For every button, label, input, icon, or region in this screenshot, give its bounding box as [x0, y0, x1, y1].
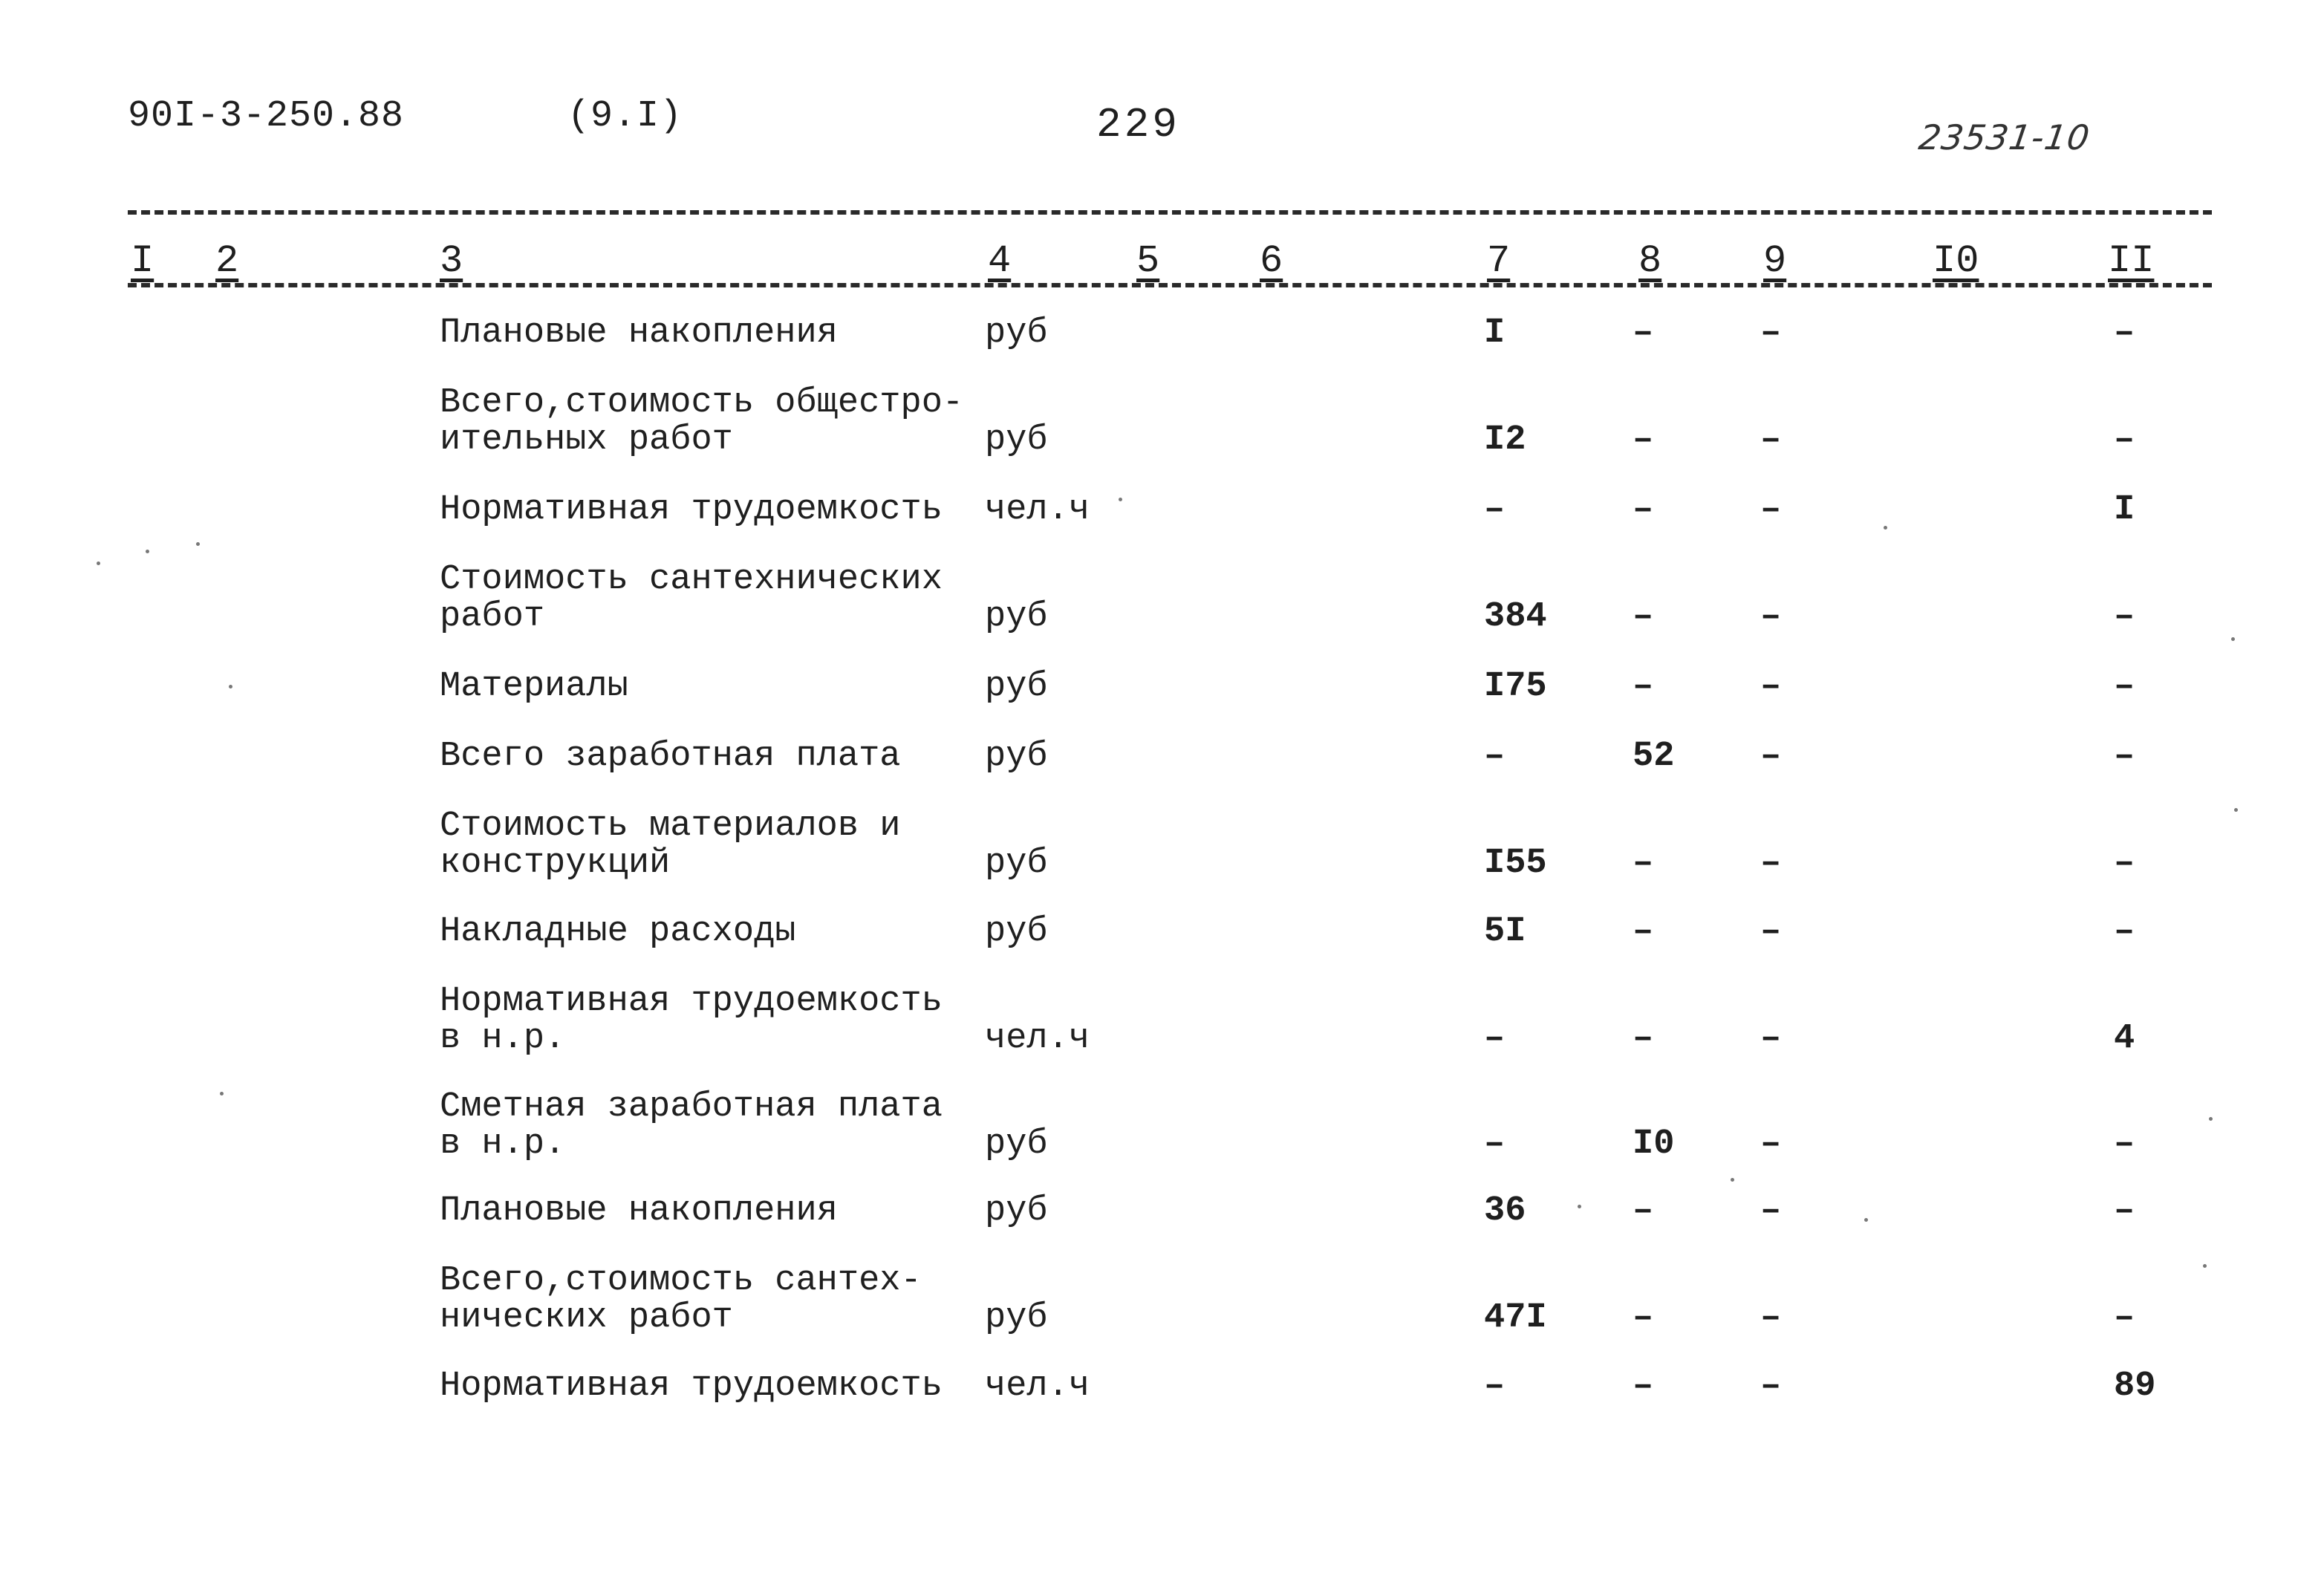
scan-speck — [2209, 1117, 2213, 1121]
column-number: 5 — [1136, 239, 1160, 283]
scan-speck — [220, 1092, 224, 1095]
cell-col8: – — [1633, 490, 1654, 530]
document-code: 90I-3-250.88 — [128, 95, 405, 137]
row-name: Нормативная трудоемкость в н.р. — [440, 982, 943, 1058]
cell-col7: I75 — [1484, 667, 1547, 706]
cell-col8: – — [1633, 1191, 1654, 1231]
row-name: Всего,стоимость общестро- ительных работ — [440, 383, 964, 460]
cell-col11: – — [2114, 667, 2135, 706]
cell-col8: – — [1633, 1298, 1654, 1338]
cell-col7: – — [1484, 1019, 1506, 1058]
row-name: Нормативная трудоемкость — [440, 1367, 943, 1406]
cell-col9: – — [1760, 737, 1782, 776]
cell-col7: – — [1484, 737, 1506, 776]
cell-col7: – — [1484, 490, 1506, 530]
cell-col11: 89 — [2114, 1367, 2156, 1406]
cell-col9: – — [1760, 912, 1782, 951]
scan-speck — [229, 685, 232, 688]
row-unit: руб — [985, 1191, 1048, 1231]
row-name: Плановые накопления — [440, 1191, 838, 1231]
handwritten-stamp: 23531-10 — [1916, 117, 2093, 157]
scan-speck — [146, 550, 149, 553]
scan-speck — [1884, 526, 1887, 530]
column-number: 4 — [988, 239, 1012, 283]
cell-col9: – — [1760, 667, 1782, 706]
cell-col9: – — [1760, 1367, 1782, 1406]
cell-col11: – — [2114, 1191, 2135, 1231]
page-number: 229 — [1096, 101, 1180, 149]
cell-col11: – — [2114, 420, 2135, 460]
cell-col9: – — [1760, 490, 1782, 530]
cell-col8: – — [1633, 1367, 1654, 1406]
cell-col9: – — [1760, 313, 1782, 353]
cell-col11: – — [2114, 844, 2135, 883]
table-header-rule — [128, 283, 2212, 287]
cell-col8: – — [1633, 420, 1654, 460]
scan-speck — [1864, 1218, 1868, 1222]
row-unit: руб — [985, 597, 1048, 637]
row-name: Материалы — [440, 667, 628, 706]
cell-col8: – — [1633, 667, 1654, 706]
column-number: I — [131, 239, 154, 283]
row-unit: руб — [985, 1298, 1048, 1338]
cell-col9: – — [1760, 1019, 1782, 1058]
row-unit: руб — [985, 737, 1048, 776]
cell-col11: 4 — [2114, 1019, 2135, 1058]
cell-col11: I — [2114, 490, 2135, 530]
cell-col7: I2 — [1484, 420, 1526, 460]
table-top-rule — [128, 210, 2212, 215]
cell-col9: – — [1760, 420, 1782, 460]
column-number: 6 — [1260, 239, 1283, 283]
scan-speck — [2231, 637, 2235, 641]
cell-col8: – — [1633, 313, 1654, 353]
column-number: 9 — [1763, 239, 1787, 283]
row-name: Накладные расходы — [440, 912, 796, 951]
cell-col7: I — [1484, 313, 1506, 353]
cell-col11: – — [2114, 737, 2135, 776]
scan-speck — [97, 561, 100, 565]
row-unit: чел.ч — [985, 490, 1090, 530]
scan-speck — [2203, 1264, 2207, 1268]
row-unit: руб — [985, 313, 1048, 353]
cell-col8: – — [1633, 844, 1654, 883]
cell-col7: – — [1484, 1124, 1506, 1164]
row-name: Всего,стоимость сантех- нических работ — [440, 1261, 922, 1338]
cell-col7: 36 — [1484, 1191, 1526, 1231]
cell-col7: – — [1484, 1367, 1506, 1406]
column-number: II — [2108, 239, 2155, 283]
cell-col11: – — [2114, 1298, 2135, 1338]
cell-col8: 52 — [1633, 737, 1675, 776]
row-name: Плановые накопления — [440, 313, 838, 353]
cell-col9: – — [1760, 1124, 1782, 1164]
cell-col7: 47I — [1484, 1298, 1547, 1338]
scan-speck — [1731, 1178, 1734, 1182]
scan-speck — [2234, 808, 2238, 812]
column-number: 7 — [1487, 239, 1511, 283]
cell-col7: 384 — [1484, 597, 1547, 637]
row-unit: руб — [985, 912, 1048, 951]
cell-col7: I55 — [1484, 844, 1547, 883]
column-number: 2 — [215, 239, 239, 283]
cell-col8: – — [1633, 1019, 1654, 1058]
row-unit: чел.ч — [985, 1019, 1090, 1058]
row-name: Стоимость сантехнических работ — [440, 560, 943, 637]
row-name: Стоимость материалов и конструкций — [440, 807, 901, 883]
row-unit: руб — [985, 667, 1048, 706]
row-unit: руб — [985, 1124, 1048, 1164]
section-number: (9.I) — [567, 95, 683, 137]
column-number: I0 — [1933, 239, 1979, 283]
cell-col9: – — [1760, 1298, 1782, 1338]
cell-col11: – — [2114, 912, 2135, 951]
row-unit: чел.ч — [985, 1367, 1090, 1406]
row-name: Нормативная трудоемкость — [440, 490, 943, 530]
cell-col9: – — [1760, 1191, 1782, 1231]
scan-speck — [196, 542, 200, 546]
column-number: 3 — [440, 239, 463, 283]
cell-col9: – — [1760, 844, 1782, 883]
row-unit: руб — [985, 844, 1048, 883]
cell-col11: – — [2114, 1124, 2135, 1164]
row-unit: руб — [985, 420, 1048, 460]
cell-col11: – — [2114, 313, 2135, 353]
cell-col9: – — [1760, 597, 1782, 637]
row-name: Всего заработная плата — [440, 737, 901, 776]
cell-col8: – — [1633, 597, 1654, 637]
scan-speck — [1578, 1205, 1581, 1208]
scan-speck — [1119, 498, 1122, 501]
cell-col8: I0 — [1633, 1124, 1675, 1164]
row-name: Сметная заработная плата в н.р. — [440, 1087, 943, 1164]
cell-col8: – — [1633, 912, 1654, 951]
column-number: 8 — [1638, 239, 1662, 283]
cell-col7: 5I — [1484, 912, 1526, 951]
cell-col11: – — [2114, 597, 2135, 637]
